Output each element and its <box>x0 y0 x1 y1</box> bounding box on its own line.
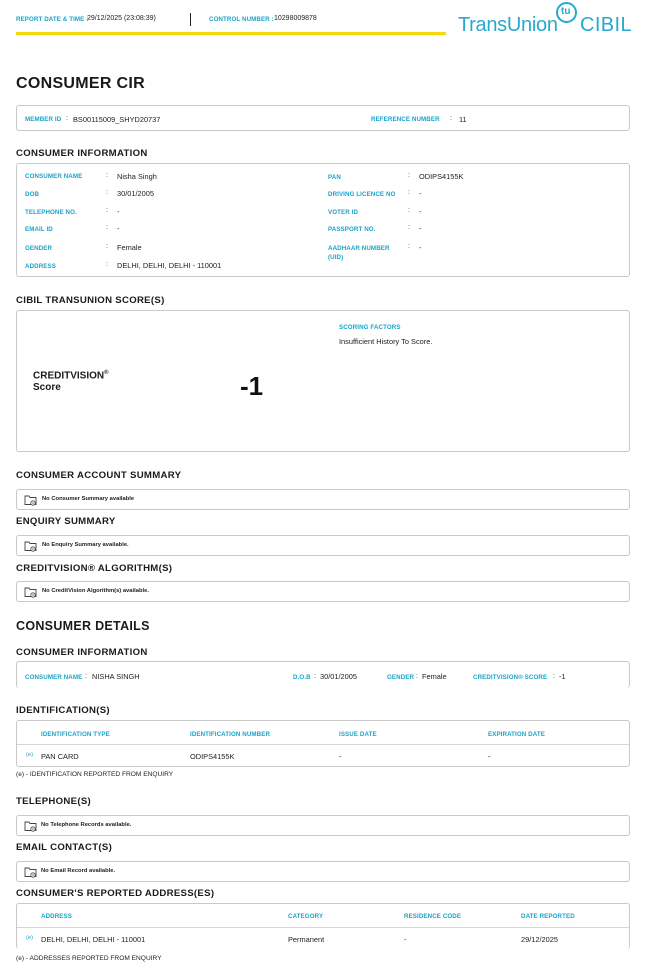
member-info-box: MEMBER ID : BS00115009_SHYD20737 REFERENCE NUMBER : 11 <box>16 105 630 131</box>
empty-message: No Email Record available. <box>41 868 116 874</box>
table-divider <box>17 927 629 928</box>
address-category: Permanent <box>288 935 325 944</box>
info-value: DELHI, DELHI, DELHI - 110001 <box>117 261 222 270</box>
scoring-factors-text: Insufficient History To Score. <box>339 337 433 346</box>
empty-folder-icon <box>24 586 37 598</box>
info-value: - <box>419 207 422 216</box>
account-summary-heading: CONSUMER ACCOUNT SUMMARY <box>16 470 182 481</box>
column-header: CATEGORY <box>288 913 324 920</box>
header-yellow-rule <box>16 32 446 35</box>
report-date-label: REPORT DATE & TIME : <box>16 16 89 23</box>
enquiry-summary-box <box>16 535 630 556</box>
info-label: EMAIL ID <box>25 226 53 233</box>
info-value: 30/01/2005 <box>117 189 154 198</box>
info-label: GENDER <box>25 245 53 252</box>
enquiry-tag: (e) <box>26 935 34 941</box>
details-name-value: NISHA SINGH <box>92 672 140 681</box>
algorithms-box <box>16 581 630 602</box>
address-value: DELHI, DELHI, DELHI - 110001 <box>41 935 146 944</box>
info-value: - <box>117 224 120 233</box>
score-name-line2: Score <box>33 382 61 393</box>
info-label: PAN <box>328 174 341 181</box>
identifications-footnote: (e) - IDENTIFICATION REPORTED FROM ENQUIRY <box>16 771 174 778</box>
addresses-heading: CONSUMER'S REPORTED ADDRESS(ES) <box>16 888 215 899</box>
empty-folder-icon <box>24 540 37 552</box>
consumer-information-heading: CONSUMER INFORMATION <box>16 148 148 159</box>
control-number-label: CONTROL NUMBER : <box>209 16 274 23</box>
empty-folder-icon <box>24 866 37 878</box>
empty-folder-icon <box>24 820 37 832</box>
empty-message: No Consumer Summary available <box>42 496 135 502</box>
id-number: ODIPS4155K <box>190 752 235 761</box>
emails-heading: EMAIL CONTACT(S) <box>16 842 113 853</box>
info-value: Nisha Singh <box>117 172 157 181</box>
info-label: DOB <box>25 191 40 198</box>
column-header: IDENTIFICATION NUMBER <box>190 731 271 738</box>
page-title: CONSUMER CIR <box>16 75 145 92</box>
addresses-table <box>16 903 630 949</box>
score-name: CREDITVISION® <box>33 370 109 382</box>
id-issue-date: - <box>339 752 342 761</box>
details-score-value: -1 <box>559 672 566 681</box>
report-date-value: 29/12/2025 (23:08:39) <box>87 15 156 22</box>
info-label: PASSPORT NO. <box>328 226 376 233</box>
column-header: ISSUE DATE <box>339 731 377 738</box>
empty-message: No Telephone Records available. <box>41 822 132 828</box>
column-header: ADDRESS <box>41 913 72 920</box>
telephones-heading: TELEPHONE(S) <box>16 796 92 807</box>
header-divider <box>190 13 191 26</box>
details-gender-label: GENDER <box>387 674 415 681</box>
score-value: -1 <box>240 371 264 401</box>
logo-cibil-text: CIBIL <box>580 14 633 36</box>
emails-box <box>16 861 630 882</box>
table-divider <box>17 744 629 745</box>
logo-transunion-text: TransUnion <box>458 14 558 36</box>
info-label: TELEPHONE NO. <box>25 209 77 216</box>
id-expiration-date: - <box>488 752 491 761</box>
column-header: RESIDENCE CODE <box>404 913 462 920</box>
details-name-label: CONSUMER NAME <box>25 674 83 681</box>
reference-number-label: REFERENCE NUMBER <box>371 116 440 123</box>
info-value: - <box>419 189 422 198</box>
info-value: Female <box>117 243 142 252</box>
info-label: CONSUMER NAME <box>25 173 83 180</box>
score-heading: CIBIL TRANSUNION SCORE(S) <box>16 295 165 306</box>
logo-badge-icon: tu <box>556 2 577 23</box>
member-id-label: MEMBER ID <box>25 116 62 123</box>
consumer-details-subheading: CONSUMER INFORMATION <box>16 647 148 658</box>
column-header: EXPIRATION DATE <box>488 731 545 738</box>
scoring-factors-label: SCORING FACTORS <box>339 324 401 331</box>
empty-message: No Enquiry Summary available. <box>42 542 129 548</box>
account-summary-box <box>16 489 630 510</box>
info-label: (UID) <box>328 254 344 261</box>
algorithms-heading: CREDITVISION® ALGORITHM(S) <box>16 563 173 574</box>
transunion-cibil-logo <box>458 2 634 38</box>
details-dob-value: 30/01/2005 <box>320 672 357 681</box>
details-dob-label: D.O.B <box>293 674 311 681</box>
id-type: PAN CARD <box>41 752 79 761</box>
consumer-information-box: CONSUMER NAME : Nisha Singh DOB : 30/01/2005 TELEPHONE NO. : - EMAIL ID : - GENDER : Female ADDRESS : DELHI, DELHI, DELHI - 110001 PAN : ODIPS4155K DRIVING LICENCE NO : - VOTER ID : - PASSPORT NO. : - AADHAAR NUMBER (UID) : - <box>16 163 630 277</box>
enquiry-summary-heading: ENQUIRY SUMMARY <box>16 516 116 527</box>
control-number-value: 10298009878 <box>274 15 317 22</box>
address-residence-code: - <box>404 935 407 944</box>
column-header: IDENTIFICATION TYPE <box>41 731 110 738</box>
details-score-label: CREDITVISION® SCORE <box>473 674 548 681</box>
consumer-details-box: CONSUMER NAME : NISHA SINGH D.O.B : 30/01/2005 GENDER : Female CREDITVISION® SCORE : -1 <box>16 661 630 688</box>
member-id-value: BS00115009_SHYD20737 <box>73 115 161 124</box>
details-gender-value: Female <box>422 672 447 681</box>
identifications-heading: IDENTIFICATION(S) <box>16 705 110 716</box>
consumer-details-heading: CONSUMER DETAILS <box>16 619 150 633</box>
info-value: - <box>117 207 120 216</box>
telephones-box <box>16 815 630 836</box>
column-header: DATE REPORTED <box>521 913 575 920</box>
identifications-table <box>16 720 630 767</box>
info-value: ODIPS4155K <box>419 172 464 181</box>
score-box <box>16 310 630 452</box>
empty-folder-icon <box>24 494 37 506</box>
info-label: ADDRESS <box>25 263 56 270</box>
addresses-footnote: (e) - ADDRESSES REPORTED FROM ENQUIRY <box>16 955 162 962</box>
info-value: - <box>419 224 422 233</box>
info-value: - <box>419 243 422 252</box>
empty-message: No CreditVision Algorithm(s) available. <box>42 588 149 594</box>
address-date-reported: 29/12/2025 <box>521 935 558 944</box>
info-label: DRIVING LICENCE NO <box>328 191 396 198</box>
reference-number-value: 11 <box>459 115 467 124</box>
enquiry-tag: (e) <box>26 752 34 758</box>
info-label: AADHAAR NUMBER <box>328 245 390 252</box>
info-label: VOTER ID <box>328 209 359 216</box>
